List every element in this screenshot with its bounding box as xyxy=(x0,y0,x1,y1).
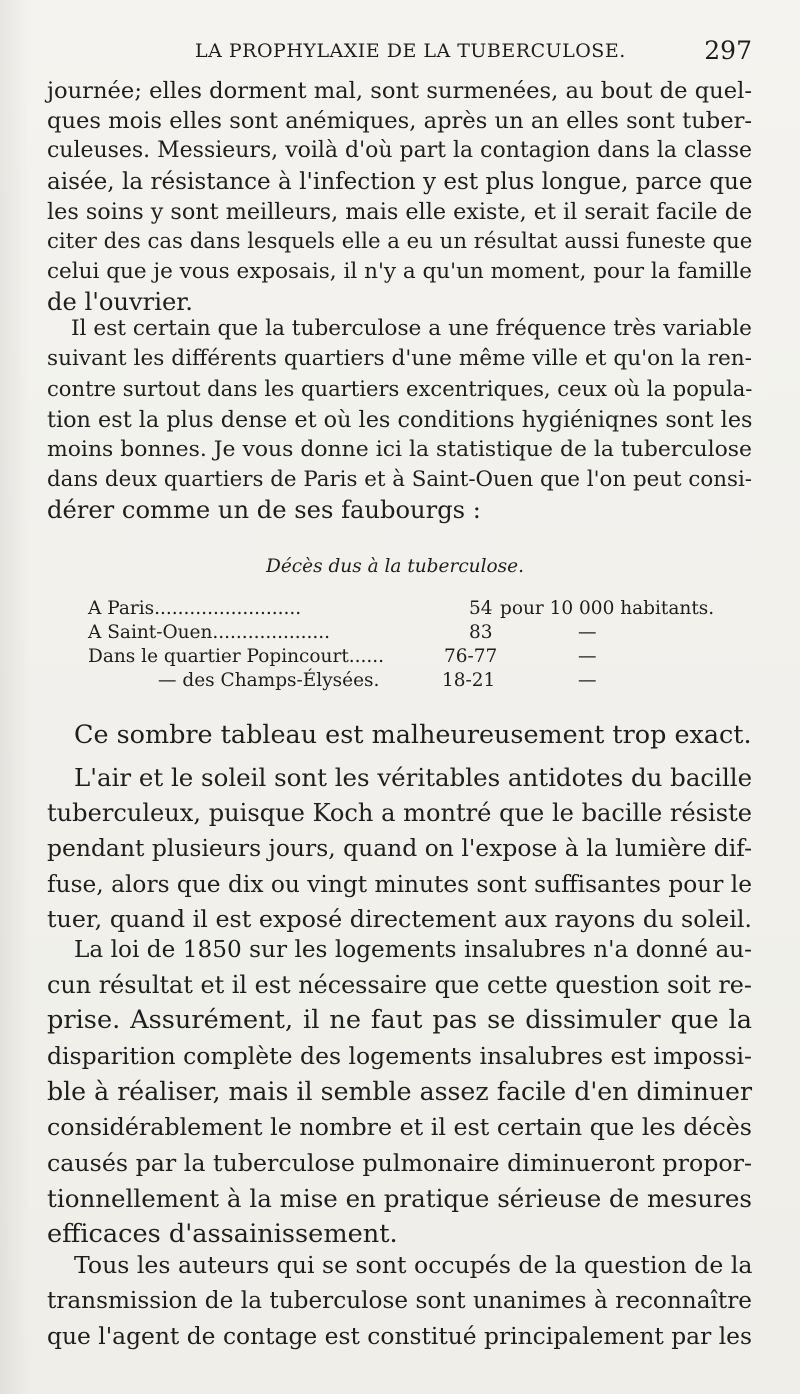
paragraph-4 xyxy=(47,760,752,938)
paragraph-2 xyxy=(47,314,752,525)
table-unit: pour 10 000 habitants. xyxy=(500,598,715,619)
text-line: de l'ouvrier. xyxy=(47,288,193,317)
table-value: 83 xyxy=(469,622,493,643)
table-row xyxy=(80,622,730,646)
table-dash: — xyxy=(578,670,597,691)
text-line: les soins y sont meilleurs, mais elle existe, et il serait facile de xyxy=(47,198,753,225)
text-line: disparition complète des logements insalubres est impossi- xyxy=(47,1041,752,1070)
paragraph-6 xyxy=(47,1248,752,1355)
table-row xyxy=(80,646,730,670)
text-line: transmission de la tuberculose sont unanimes à reconnaître xyxy=(47,1287,752,1314)
text-line: tuberculeux, puisque Koch a montré que le bacille résiste xyxy=(47,798,752,827)
table-place: Dans le quartier Popincourt...... xyxy=(88,646,385,667)
text-line: prise. Assurément, il ne faut pas se dissimuler que la xyxy=(47,1005,752,1036)
text-line: ble à réaliser, mais il semble assez facile d'en diminuer xyxy=(47,1077,752,1107)
page-header xyxy=(60,36,752,66)
text-line: La loi de 1850 sur les logements insalubres n'a donné au- xyxy=(74,936,752,963)
running-title: LA PROPHYLAXIE DE LA TUBERCULOSE. xyxy=(195,40,626,62)
table-value: 18-21 xyxy=(442,670,496,691)
text-line: suivant les différents quartiers d'une même ville et qu'on la ren- xyxy=(47,346,752,372)
table-dash: — xyxy=(578,622,597,643)
text-line: tuer, quand il est exposé directement aux rayons du soleil. xyxy=(47,905,752,934)
text-line: que l'agent de contage est constitué principalement par les xyxy=(47,1322,752,1351)
text-line: culeuses. Messieurs, voilà d'où part la contagion dans la classe xyxy=(47,138,752,164)
text-line: Tous les auteurs qui se sont occupés de la question de la xyxy=(74,1251,753,1279)
table-dash: — xyxy=(578,646,597,667)
table-row xyxy=(80,598,730,622)
text-line: L'air et le soleil sont les véritables antidotes du bacille xyxy=(74,763,753,792)
text-line: tion est la plus dense et où les conditions hygiéniqnes sont les xyxy=(47,406,753,433)
text-line: journée; elles dorment mal, sont surmenées, au bout de quel- xyxy=(47,78,752,104)
text-line: causés par la tuberculose pulmonaire diminueront propor- xyxy=(47,1148,752,1177)
table-row xyxy=(80,670,730,694)
text-line: tionnellement à la mise en pratique sérieuse de mesures xyxy=(47,1184,752,1214)
text-line: Ce sombre tableau est malheureusement trop exact. xyxy=(74,719,752,749)
text-line: aisée, la résistance à l'infection y est plus longue, parce que xyxy=(47,168,753,195)
paragraph-5 xyxy=(47,932,752,1252)
text-line: fuse, alors que dix ou vingt minutes sont suffisantes pour le xyxy=(47,870,752,898)
page-number: 297 xyxy=(704,36,752,65)
text-line: citer des cas dans lesquels elle a eu un résultat aussi funeste que xyxy=(47,229,753,255)
paragraph-3 xyxy=(47,717,752,753)
text-line: considérablement le nombre et il est certain que les décès xyxy=(47,1112,752,1141)
text-line: dans deux quartiers de Paris et à Saint-Ouen que l'on peut consi- xyxy=(47,467,752,493)
text-line: celui que je vous exposais, il n'y a qu'un moment, pour la famille xyxy=(47,259,752,285)
text-line: contre surtout dans les quartiers excentriques, ceux où la popula- xyxy=(47,376,753,402)
table-caption: Décès dus à la tuberculose. xyxy=(266,556,524,577)
table-place: A Saint-Ouen.................... xyxy=(88,622,331,643)
text-line: efficaces d'assainissement. xyxy=(47,1218,398,1249)
text-line: dérer comme un de ses faubourgs : xyxy=(47,496,481,525)
table-value: 54 xyxy=(469,598,493,619)
text-line: Il est certain que la tuberculose a une fréquence très variable xyxy=(71,316,752,341)
table-value: 76-77 xyxy=(444,646,498,667)
text-line: cun résultat et il est nécessaire que cette question soit re- xyxy=(47,970,752,999)
text-line: moins bonnes. Je vous donne ici la statistique de la tuberculose xyxy=(47,436,752,462)
text-line: ques mois elles sont anémiques, après un an elles sont tuber- xyxy=(47,108,752,135)
table-place: A Paris......................... xyxy=(88,598,302,619)
table-place: — des Champs-Élysées. xyxy=(158,670,380,691)
text-line: pendant plusieurs jours, quand on l'expose à la lumière dif- xyxy=(47,834,752,863)
paragraph-1 xyxy=(47,76,752,318)
